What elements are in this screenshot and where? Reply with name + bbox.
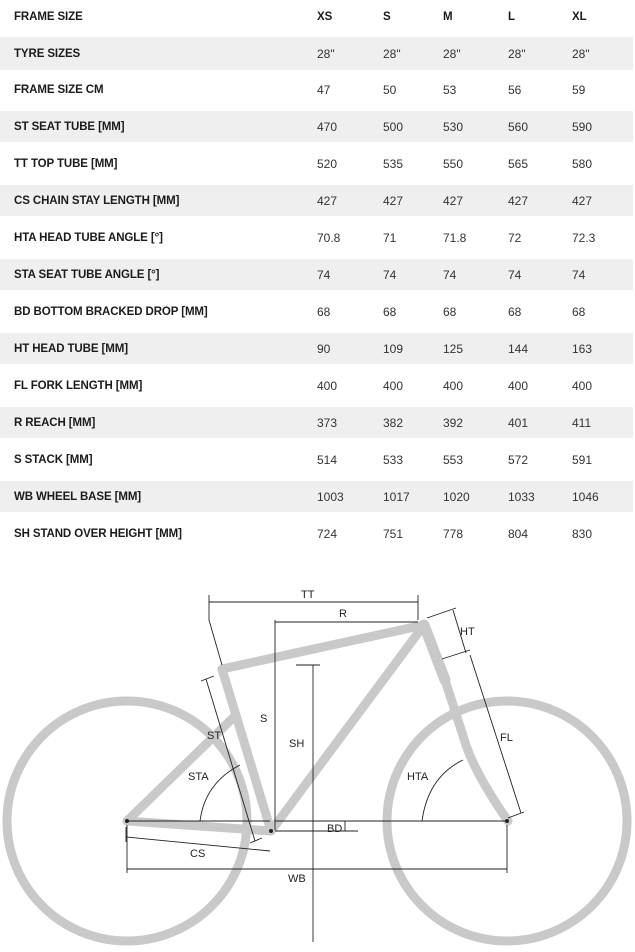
row-value-xl: 72.3 (572, 230, 596, 245)
row-value-xl: 59 (572, 82, 586, 97)
row-value-s: 74 (383, 267, 397, 282)
label-hta: HTA (407, 771, 429, 783)
row-value-xl: 68 (572, 304, 586, 319)
row-value-s: 751 (383, 526, 404, 541)
row-value-m: 125 (443, 341, 464, 356)
table-row (0, 444, 633, 475)
table-header-row (0, 0, 633, 33)
label-st: ST (207, 730, 222, 742)
row-value-s: 71 (383, 230, 397, 245)
row-value-xs: 514 (317, 452, 338, 467)
header-frame-size-label: FRAME SIZE (14, 10, 83, 23)
row-value-l: 401 (508, 415, 529, 430)
ht-dim-upper (427, 608, 456, 618)
fl-dim-line (470, 655, 521, 813)
fl-bottom-tick (508, 812, 524, 818)
st-bottom-tick (250, 838, 262, 843)
header-size-l: L (508, 10, 516, 23)
row-value-l: 74 (508, 267, 522, 282)
label-tt: TT (301, 589, 315, 601)
row-value-l: 144 (508, 341, 529, 356)
row-value-xs: 47 (317, 82, 331, 97)
table-row (0, 111, 633, 142)
table-row (0, 185, 633, 216)
row-label: TYRE SIZES (14, 47, 81, 60)
label-ht: HT (460, 626, 475, 638)
row-value-xs: 373 (317, 415, 338, 430)
row-value-m: 1020 (443, 489, 470, 504)
row-label: SH STAND OVER HEIGHT [MM] (14, 527, 182, 540)
row-value-xs: 400 (317, 378, 338, 393)
row-value-xs: 68 (317, 304, 331, 319)
row-value-l: 400 (508, 378, 529, 393)
row-value-xl: 427 (572, 193, 593, 208)
row-value-m: 28" (443, 46, 461, 61)
row-value-xs: 1003 (317, 489, 344, 504)
row-value-l: 572 (508, 452, 529, 467)
row-value-s: 533 (383, 452, 404, 467)
row-value-s: 427 (383, 193, 404, 208)
row-value-s: 500 (383, 119, 404, 134)
table-row (0, 37, 633, 70)
head-tube (424, 625, 445, 680)
row-value-m: 530 (443, 119, 464, 134)
front-axle-point (505, 819, 509, 823)
row-label: HTA HEAD TUBE ANGLE [°] (14, 231, 163, 244)
rear-axle-point (125, 819, 129, 823)
table-body (0, 37, 633, 549)
table-row (0, 518, 633, 549)
row-value-xs: 427 (317, 193, 338, 208)
row-value-xs: 28" (317, 46, 335, 61)
row-value-xl: 580 (572, 156, 593, 171)
row-value-l: 1033 (508, 489, 535, 504)
header-size-xs: XS (317, 10, 333, 23)
row-value-xl: 400 (572, 378, 593, 393)
st-top-tick (201, 676, 214, 681)
row-label: STA SEAT TUBE ANGLE [°] (14, 268, 160, 281)
table-row (0, 74, 633, 105)
bike-geometry-diagram (0, 575, 635, 952)
row-label: HT HEAD TUBE [MM] (14, 342, 128, 355)
label-fl: FL (500, 732, 513, 744)
row-value-s: 400 (383, 378, 404, 393)
row-value-xl: 411 (572, 415, 592, 430)
table-row (0, 259, 633, 290)
table-row (0, 296, 633, 327)
label-sta: STA (188, 771, 209, 783)
row-label: BD BOTTOM BRACKED DROP [MM] (14, 305, 208, 318)
row-value-l: 565 (508, 156, 529, 171)
row-value-m: 778 (443, 526, 464, 541)
table-row (0, 333, 633, 364)
row-value-xs: 90 (317, 341, 331, 356)
row-label: S STACK [MM] (14, 453, 93, 466)
row-value-m: 427 (443, 193, 464, 208)
row-value-xs: 74 (317, 267, 331, 282)
row-value-s: 382 (383, 415, 404, 430)
row-value-l: 72 (508, 230, 522, 245)
row-value-xl: 830 (572, 526, 593, 541)
row-value-l: 560 (508, 119, 529, 134)
label-r: R (339, 608, 347, 620)
hta-arc (422, 760, 463, 821)
row-value-xl: 163 (572, 341, 593, 356)
row-value-s: 50 (383, 82, 397, 97)
row-value-m: 392 (443, 415, 464, 430)
table-row (0, 148, 633, 179)
row-value-xl: 1046 (572, 489, 599, 504)
row-label: WB WHEEL BASE [MM] (14, 490, 142, 503)
seat-tube-extension-line (209, 620, 222, 665)
label-sh: SH (289, 738, 305, 750)
row-value-xs: 70.8 (317, 230, 341, 245)
row-value-m: 74 (443, 267, 457, 282)
row-value-l: 427 (508, 193, 529, 208)
row-label: FRAME SIZE CM (14, 83, 104, 96)
row-value-xl: 74 (572, 267, 586, 282)
row-value-m: 400 (443, 378, 464, 393)
row-value-xs: 724 (317, 526, 338, 541)
row-value-s: 1017 (383, 489, 410, 504)
label-bd: BD (327, 823, 343, 835)
row-value-xl: 590 (572, 119, 593, 134)
row-value-xl: 28" (572, 46, 590, 61)
header-size-m: M (443, 10, 453, 23)
row-value-s: 109 (383, 341, 404, 356)
row-value-m: 553 (443, 452, 464, 467)
row-value-s: 28" (383, 46, 401, 61)
header-size-s: S (383, 10, 391, 23)
label-s: S (260, 713, 268, 725)
header-size-xl: XL (572, 10, 587, 23)
row-value-m: 550 (443, 156, 464, 171)
table-row (0, 407, 633, 438)
bottom-bracket-point (269, 829, 273, 833)
label-cs: CS (190, 848, 206, 860)
row-label: R REACH [MM] (14, 416, 96, 429)
row-value-l: 68 (508, 304, 522, 319)
row-value-l: 28" (508, 46, 526, 61)
row-value-l: 804 (508, 526, 529, 541)
row-value-m: 68 (443, 304, 457, 319)
row-value-xl: 591 (572, 452, 593, 467)
row-value-s: 68 (383, 304, 397, 319)
row-value-s: 535 (383, 156, 404, 171)
table-row (0, 222, 633, 253)
row-label: CS CHAIN STAY LENGTH [MM] (14, 194, 180, 207)
row-value-m: 71.8 (443, 230, 467, 245)
row-label: TT TOP TUBE [MM] (14, 157, 118, 170)
row-value-xs: 520 (317, 156, 338, 171)
row-label: ST SEAT TUBE [MM] (14, 120, 125, 133)
table-row (0, 370, 633, 401)
row-value-m: 53 (443, 82, 457, 97)
bike-diagram-svg (0, 575, 635, 952)
table-row (0, 481, 633, 512)
label-wb: WB (288, 873, 306, 885)
row-value-xs: 470 (317, 119, 338, 134)
row-label: FL FORK LENGTH [MM] (14, 379, 143, 392)
row-value-l: 56 (508, 82, 522, 97)
